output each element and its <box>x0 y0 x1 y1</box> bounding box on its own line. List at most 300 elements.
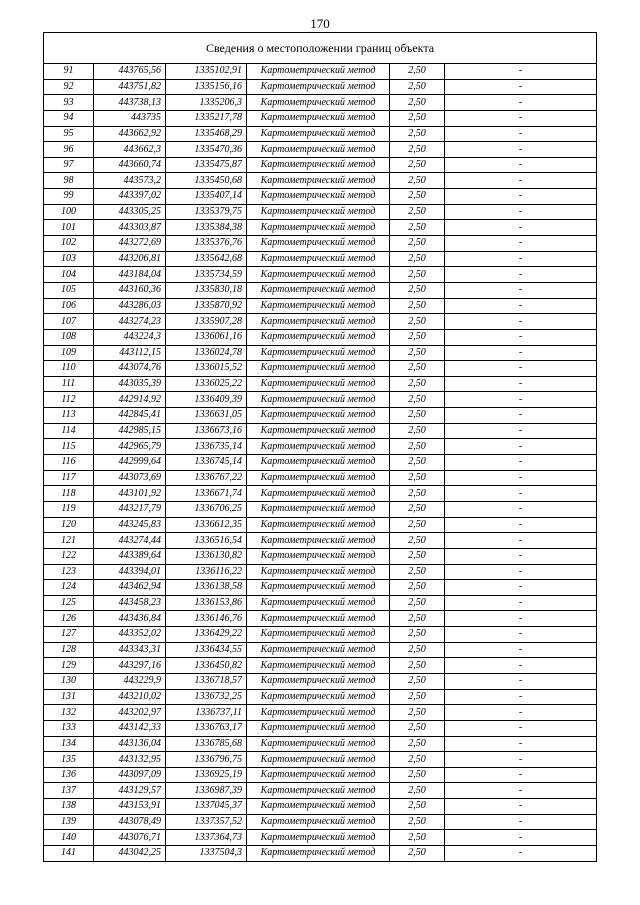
y-coordinate-cell: 1336130,82 <box>166 548 247 564</box>
x-coordinate-cell: 443229,9 <box>94 673 166 689</box>
x-coordinate-cell: 443343,31 <box>94 642 166 658</box>
note-cell: - <box>445 345 597 361</box>
table-row <box>44 157 597 173</box>
method-cell: Картометрический метод <box>247 689 390 705</box>
accuracy-cell: 2,50 <box>390 736 445 752</box>
x-coordinate-cell: 443217,79 <box>94 501 166 517</box>
table-row <box>44 204 597 220</box>
point-number-cell: 124 <box>44 580 94 596</box>
accuracy-cell: 2,50 <box>390 345 445 361</box>
x-coordinate-cell: 443073,69 <box>94 470 166 486</box>
point-number-cell: 130 <box>44 673 94 689</box>
table-row <box>44 189 597 205</box>
note-cell: - <box>445 220 597 236</box>
point-number-cell: 99 <box>44 189 94 205</box>
y-coordinate-cell: 1336138,58 <box>166 580 247 596</box>
method-cell: Картометрический метод <box>247 423 390 439</box>
y-coordinate-cell: 1336706,25 <box>166 501 247 517</box>
y-coordinate-cell: 1336673,16 <box>166 423 247 439</box>
note-cell: - <box>445 64 597 80</box>
method-cell: Картометрический метод <box>247 126 390 142</box>
point-number-cell: 139 <box>44 814 94 830</box>
note-cell: - <box>445 95 597 111</box>
point-number-cell: 101 <box>44 220 94 236</box>
method-cell: Картометрический метод <box>247 705 390 721</box>
accuracy-cell: 2,50 <box>390 142 445 158</box>
table-row <box>44 814 597 830</box>
method-cell: Картометрический метод <box>247 548 390 564</box>
note-cell: - <box>445 501 597 517</box>
x-coordinate-cell: 442845,41 <box>94 408 166 424</box>
accuracy-cell: 2,50 <box>390 689 445 705</box>
point-number-cell: 91 <box>44 64 94 80</box>
note-cell: - <box>445 189 597 205</box>
note-cell: - <box>445 720 597 736</box>
table-row <box>44 627 597 643</box>
accuracy-cell: 2,50 <box>390 611 445 627</box>
y-coordinate-cell: 1336785,68 <box>166 736 247 752</box>
y-coordinate-cell: 1336745,14 <box>166 455 247 471</box>
method-cell: Картометрический метод <box>247 408 390 424</box>
table-row <box>44 501 597 517</box>
x-coordinate-cell: 443136,04 <box>94 736 166 752</box>
point-number-cell: 114 <box>44 423 94 439</box>
point-number-cell: 126 <box>44 611 94 627</box>
point-number-cell: 122 <box>44 548 94 564</box>
accuracy-cell: 2,50 <box>390 705 445 721</box>
accuracy-cell: 2,50 <box>390 658 445 674</box>
y-coordinate-cell: 1335102,91 <box>166 64 247 80</box>
table-row <box>44 455 597 471</box>
x-coordinate-cell: 443274,44 <box>94 533 166 549</box>
point-number-cell: 117 <box>44 470 94 486</box>
table-row <box>44 64 597 80</box>
method-cell: Картометрический метод <box>247 142 390 158</box>
method-cell: Картометрический метод <box>247 752 390 768</box>
note-cell: - <box>445 673 597 689</box>
x-coordinate-cell: 443303,87 <box>94 220 166 236</box>
accuracy-cell: 2,50 <box>390 267 445 283</box>
table-row <box>44 799 597 815</box>
method-cell: Картометрический метод <box>247 517 390 533</box>
method-cell: Картометрический метод <box>247 595 390 611</box>
y-coordinate-cell: 1336434,55 <box>166 642 247 658</box>
accuracy-cell: 2,50 <box>390 642 445 658</box>
y-coordinate-cell: 1335907,28 <box>166 314 247 330</box>
table-row <box>44 705 597 721</box>
method-cell: Картометрический метод <box>247 251 390 267</box>
x-coordinate-cell: 442985,15 <box>94 423 166 439</box>
x-coordinate-cell: 443394,01 <box>94 564 166 580</box>
accuracy-cell: 2,50 <box>390 517 445 533</box>
accuracy-cell: 2,50 <box>390 720 445 736</box>
y-coordinate-cell: 1336015,52 <box>166 361 247 377</box>
accuracy-cell: 2,50 <box>390 110 445 126</box>
y-coordinate-cell: 1336153,86 <box>166 595 247 611</box>
x-coordinate-cell: 443662,92 <box>94 126 166 142</box>
y-coordinate-cell: 1336116,22 <box>166 564 247 580</box>
point-number-cell: 132 <box>44 705 94 721</box>
table-row <box>44 517 597 533</box>
y-coordinate-cell: 1336735,14 <box>166 439 247 455</box>
table-row <box>44 470 597 486</box>
y-coordinate-cell: 1336516,54 <box>166 533 247 549</box>
note-cell: - <box>445 642 597 658</box>
table-row <box>44 345 597 361</box>
y-coordinate-cell: 1337357,52 <box>166 814 247 830</box>
note-cell: - <box>445 814 597 830</box>
page-number: 170 <box>310 16 330 31</box>
y-coordinate-cell: 1335470,36 <box>166 142 247 158</box>
x-coordinate-cell: 443074,76 <box>94 361 166 377</box>
note-cell: - <box>445 157 597 173</box>
method-cell: Картометрический метод <box>247 79 390 95</box>
point-number-cell: 115 <box>44 439 94 455</box>
y-coordinate-cell: 1336409,39 <box>166 392 247 408</box>
note-cell: - <box>445 736 597 752</box>
table-row <box>44 79 597 95</box>
point-number-cell: 94 <box>44 110 94 126</box>
note-cell: - <box>445 767 597 783</box>
table-row <box>44 173 597 189</box>
table-row <box>44 220 597 236</box>
point-number-cell: 116 <box>44 455 94 471</box>
table-title-row <box>44 33 597 64</box>
x-coordinate-cell: 443352,02 <box>94 627 166 643</box>
x-coordinate-cell: 442965,79 <box>94 439 166 455</box>
note-cell: - <box>445 486 597 502</box>
y-coordinate-cell: 1335407,14 <box>166 189 247 205</box>
accuracy-cell: 2,50 <box>390 439 445 455</box>
method-cell: Картометрический метод <box>247 455 390 471</box>
y-coordinate-cell: 1337364,73 <box>166 830 247 846</box>
point-number-cell: 110 <box>44 361 94 377</box>
accuracy-cell: 2,50 <box>390 799 445 815</box>
y-coordinate-cell: 1336925,19 <box>166 767 247 783</box>
y-coordinate-cell: 1335376,76 <box>166 236 247 252</box>
note-cell: - <box>445 564 597 580</box>
note-cell: - <box>445 611 597 627</box>
note-cell: - <box>445 329 597 345</box>
y-coordinate-cell: 1335870,92 <box>166 298 247 314</box>
y-coordinate-cell: 1337045,37 <box>166 799 247 815</box>
point-number-cell: 105 <box>44 282 94 298</box>
accuracy-cell: 2,50 <box>390 376 445 392</box>
y-coordinate-cell: 1336671,74 <box>166 486 247 502</box>
table-row <box>44 658 597 674</box>
table-row <box>44 439 597 455</box>
y-coordinate-cell: 1336429,22 <box>166 627 247 643</box>
method-cell: Картометрический метод <box>247 282 390 298</box>
x-coordinate-cell: 443160,36 <box>94 282 166 298</box>
point-number-cell: 123 <box>44 564 94 580</box>
method-cell: Картометрический метод <box>247 783 390 799</box>
y-coordinate-cell: 1336631,05 <box>166 408 247 424</box>
point-number-cell: 96 <box>44 142 94 158</box>
point-number-cell: 134 <box>44 736 94 752</box>
x-coordinate-cell: 443389,64 <box>94 548 166 564</box>
point-number-cell: 135 <box>44 752 94 768</box>
table-row <box>44 548 597 564</box>
method-cell: Картометрический метод <box>247 673 390 689</box>
point-number-cell: 120 <box>44 517 94 533</box>
method-cell: Картометрический метод <box>247 189 390 205</box>
x-coordinate-cell: 443142,33 <box>94 720 166 736</box>
x-coordinate-cell: 443132,95 <box>94 752 166 768</box>
x-coordinate-cell: 443101,92 <box>94 486 166 502</box>
note-cell: - <box>445 783 597 799</box>
accuracy-cell: 2,50 <box>390 173 445 189</box>
x-coordinate-cell: 443042,25 <box>94 846 166 862</box>
y-coordinate-cell: 1335206,3 <box>166 95 247 111</box>
accuracy-cell: 2,50 <box>390 189 445 205</box>
accuracy-cell: 2,50 <box>390 408 445 424</box>
accuracy-cell: 2,50 <box>390 595 445 611</box>
note-cell: - <box>445 658 597 674</box>
note-cell: - <box>445 236 597 252</box>
x-coordinate-cell: 443206,81 <box>94 251 166 267</box>
accuracy-cell: 2,50 <box>390 423 445 439</box>
table-row <box>44 95 597 111</box>
y-coordinate-cell: 1336450,82 <box>166 658 247 674</box>
accuracy-cell: 2,50 <box>390 298 445 314</box>
point-number-cell: 125 <box>44 595 94 611</box>
accuracy-cell: 2,50 <box>390 282 445 298</box>
x-coordinate-cell: 443129,57 <box>94 783 166 799</box>
x-coordinate-cell: 443751,82 <box>94 79 166 95</box>
accuracy-cell: 2,50 <box>390 95 445 111</box>
note-cell: - <box>445 392 597 408</box>
method-cell: Картометрический метод <box>247 236 390 252</box>
method-cell: Картометрический метод <box>247 470 390 486</box>
method-cell: Картометрический метод <box>247 392 390 408</box>
accuracy-cell: 2,50 <box>390 846 445 862</box>
point-number-cell: 136 <box>44 767 94 783</box>
note-cell: - <box>445 627 597 643</box>
accuracy-cell: 2,50 <box>390 220 445 236</box>
note-cell: - <box>445 408 597 424</box>
point-number-cell: 113 <box>44 408 94 424</box>
note-cell: - <box>445 79 597 95</box>
accuracy-cell: 2,50 <box>390 580 445 596</box>
y-coordinate-cell: 1336732,25 <box>166 689 247 705</box>
x-coordinate-cell: 443436,84 <box>94 611 166 627</box>
x-coordinate-cell: 443397,02 <box>94 189 166 205</box>
accuracy-cell: 2,50 <box>390 752 445 768</box>
note-cell: - <box>445 126 597 142</box>
y-coordinate-cell: 1336024,78 <box>166 345 247 361</box>
accuracy-cell: 2,50 <box>390 673 445 689</box>
y-coordinate-cell: 1336146,76 <box>166 611 247 627</box>
y-coordinate-cell: 1336061,16 <box>166 329 247 345</box>
table-row <box>44 376 597 392</box>
y-coordinate-cell: 1335217,78 <box>166 110 247 126</box>
method-cell: Картометрический метод <box>247 501 390 517</box>
point-number-cell: 103 <box>44 251 94 267</box>
point-number-cell: 108 <box>44 329 94 345</box>
x-coordinate-cell: 443662,3 <box>94 142 166 158</box>
x-coordinate-cell: 443076,71 <box>94 830 166 846</box>
note-cell: - <box>445 110 597 126</box>
x-coordinate-cell: 443035,39 <box>94 376 166 392</box>
accuracy-cell: 2,50 <box>390 126 445 142</box>
point-number-cell: 128 <box>44 642 94 658</box>
table-row <box>44 830 597 846</box>
point-number-cell: 137 <box>44 783 94 799</box>
point-number-cell: 138 <box>44 799 94 815</box>
x-coordinate-cell: 443305,25 <box>94 204 166 220</box>
method-cell: Картометрический метод <box>247 173 390 189</box>
accuracy-cell: 2,50 <box>390 314 445 330</box>
note-cell: - <box>445 705 597 721</box>
table-row <box>44 580 597 596</box>
method-cell: Картометрический метод <box>247 345 390 361</box>
table-row <box>44 110 597 126</box>
y-coordinate-cell: 1335379,75 <box>166 204 247 220</box>
method-cell: Картометрический метод <box>247 110 390 126</box>
accuracy-cell: 2,50 <box>390 157 445 173</box>
method-cell: Картометрический метод <box>247 361 390 377</box>
x-coordinate-cell: 442914,92 <box>94 392 166 408</box>
point-number-cell: 106 <box>44 298 94 314</box>
method-cell: Картометрический метод <box>247 846 390 862</box>
x-coordinate-cell: 443078,49 <box>94 814 166 830</box>
table-row <box>44 423 597 439</box>
note-cell: - <box>445 470 597 486</box>
note-cell: - <box>445 580 597 596</box>
table-row <box>44 392 597 408</box>
x-coordinate-cell: 443245,83 <box>94 517 166 533</box>
note-cell: - <box>445 267 597 283</box>
note-cell: - <box>445 314 597 330</box>
table-row <box>44 752 597 768</box>
accuracy-cell: 2,50 <box>390 392 445 408</box>
method-cell: Картометрический метод <box>247 157 390 173</box>
method-cell: Картометрический метод <box>247 799 390 815</box>
method-cell: Картометрический метод <box>247 767 390 783</box>
method-cell: Картометрический метод <box>247 314 390 330</box>
method-cell: Картометрический метод <box>247 564 390 580</box>
table-row <box>44 689 597 705</box>
x-coordinate-cell: 443097,09 <box>94 767 166 783</box>
point-number-cell: 118 <box>44 486 94 502</box>
point-number-cell: 112 <box>44 392 94 408</box>
y-coordinate-cell: 1335642,68 <box>166 251 247 267</box>
table-row <box>44 533 597 549</box>
boundary-coordinates-table <box>43 32 597 862</box>
note-cell: - <box>445 376 597 392</box>
note-cell: - <box>445 439 597 455</box>
y-coordinate-cell: 1336987,39 <box>166 783 247 799</box>
method-cell: Картометрический метод <box>247 95 390 111</box>
point-number-cell: 107 <box>44 314 94 330</box>
x-coordinate-cell: 443202,97 <box>94 705 166 721</box>
table-row <box>44 611 597 627</box>
x-coordinate-cell: 443738,13 <box>94 95 166 111</box>
note-cell: - <box>445 752 597 768</box>
y-coordinate-cell: 1336796,75 <box>166 752 247 768</box>
point-number-cell: 129 <box>44 658 94 674</box>
y-coordinate-cell: 1335830,18 <box>166 282 247 298</box>
point-number-cell: 140 <box>44 830 94 846</box>
y-coordinate-cell: 1335384,38 <box>166 220 247 236</box>
y-coordinate-cell: 1336612,35 <box>166 517 247 533</box>
x-coordinate-cell: 443735 <box>94 110 166 126</box>
x-coordinate-cell: 443286,03 <box>94 298 166 314</box>
table-row <box>44 251 597 267</box>
note-cell: - <box>445 142 597 158</box>
accuracy-cell: 2,50 <box>390 564 445 580</box>
point-number-cell: 109 <box>44 345 94 361</box>
table-row <box>44 783 597 799</box>
y-coordinate-cell: 1336763,17 <box>166 720 247 736</box>
accuracy-cell: 2,50 <box>390 533 445 549</box>
note-cell: - <box>445 533 597 549</box>
accuracy-cell: 2,50 <box>390 455 445 471</box>
method-cell: Картометрический метод <box>247 736 390 752</box>
table-row <box>44 126 597 142</box>
method-cell: Картометрический метод <box>247 439 390 455</box>
note-cell: - <box>445 548 597 564</box>
accuracy-cell: 2,50 <box>390 204 445 220</box>
table-row <box>44 314 597 330</box>
x-coordinate-cell: 443462,94 <box>94 580 166 596</box>
table-row <box>44 673 597 689</box>
accuracy-cell: 2,50 <box>390 783 445 799</box>
table-row <box>44 236 597 252</box>
accuracy-cell: 2,50 <box>390 830 445 846</box>
method-cell: Картометрический метод <box>247 64 390 80</box>
x-coordinate-cell: 442999,64 <box>94 455 166 471</box>
method-cell: Картометрический метод <box>247 533 390 549</box>
y-coordinate-cell: 1336025,22 <box>166 376 247 392</box>
accuracy-cell: 2,50 <box>390 470 445 486</box>
note-cell: - <box>445 799 597 815</box>
table-row <box>44 329 597 345</box>
point-number-cell: 131 <box>44 689 94 705</box>
method-cell: Картометрический метод <box>247 298 390 314</box>
x-coordinate-cell: 443272,69 <box>94 236 166 252</box>
table-row <box>44 486 597 502</box>
table-row <box>44 564 597 580</box>
point-number-cell: 93 <box>44 95 94 111</box>
point-number-cell: 97 <box>44 157 94 173</box>
table-row <box>44 767 597 783</box>
point-number-cell: 102 <box>44 236 94 252</box>
accuracy-cell: 2,50 <box>390 361 445 377</box>
accuracy-cell: 2,50 <box>390 236 445 252</box>
point-number-cell: 98 <box>44 173 94 189</box>
y-coordinate-cell: 1335156,16 <box>166 79 247 95</box>
x-coordinate-cell: 443224,3 <box>94 329 166 345</box>
method-cell: Картометрический метод <box>247 658 390 674</box>
point-number-cell: 111 <box>44 376 94 392</box>
method-cell: Картометрический метод <box>247 627 390 643</box>
table-row <box>44 736 597 752</box>
point-number-cell: 133 <box>44 720 94 736</box>
x-coordinate-cell: 443765,56 <box>94 64 166 80</box>
x-coordinate-cell: 443660,74 <box>94 157 166 173</box>
method-cell: Картометрический метод <box>247 580 390 596</box>
table-title: Сведения о местоположении границ объекта <box>44 33 597 64</box>
table-row <box>44 361 597 377</box>
table-row <box>44 298 597 314</box>
x-coordinate-cell: 443297,16 <box>94 658 166 674</box>
method-cell: Картометрический метод <box>247 220 390 236</box>
x-coordinate-cell: 443274,23 <box>94 314 166 330</box>
table-row <box>44 282 597 298</box>
point-number-cell: 121 <box>44 533 94 549</box>
